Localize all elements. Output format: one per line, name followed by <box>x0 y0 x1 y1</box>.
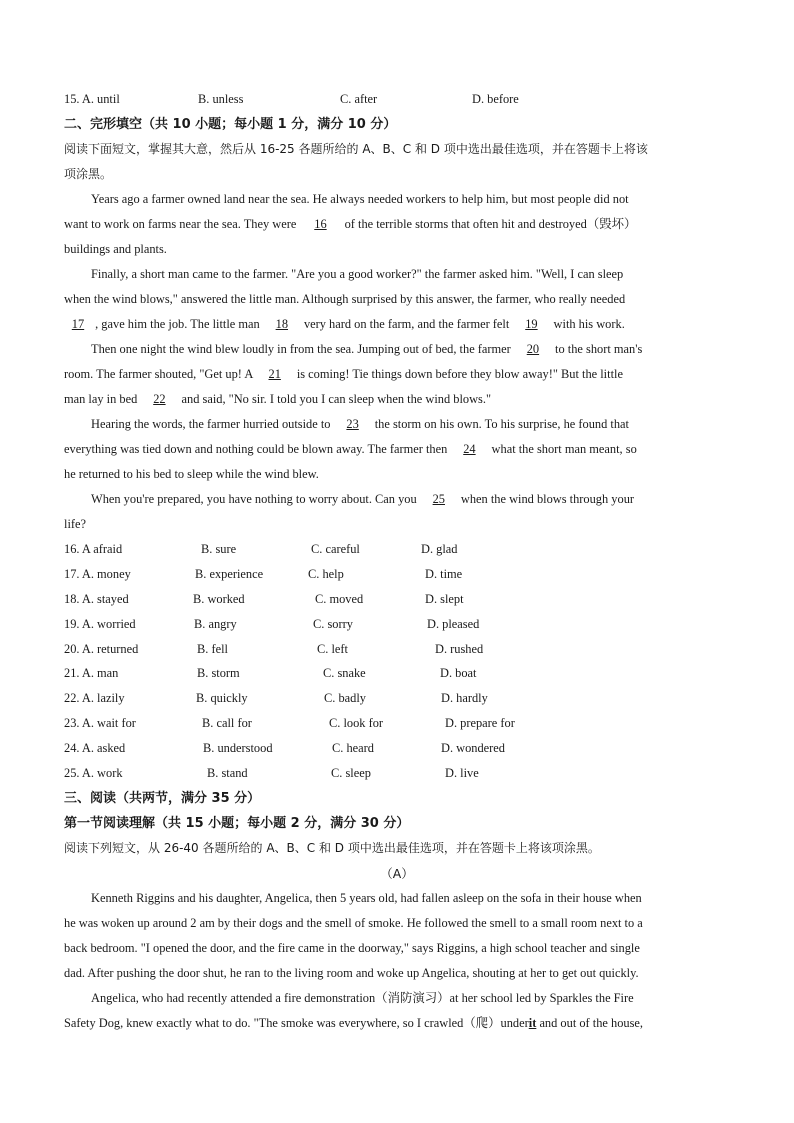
blank-20[interactable]: 20 <box>526 342 540 356</box>
q17-option-d[interactable]: D. time <box>425 567 463 581</box>
q22-option-c[interactable]: C. badly <box>324 691 366 705</box>
blank-19[interactable]: 19 <box>525 317 538 331</box>
q25-option-d[interactable]: D. live <box>445 766 479 780</box>
passage-text: Hearing the words, the farmer hurried outside to <box>91 417 331 431</box>
q21-option-b[interactable]: B. storm <box>197 666 240 680</box>
q23-option-d[interactable]: D. prepare for <box>445 716 515 730</box>
passage-p4-line2 <box>64 437 730 462</box>
q20-option-c[interactable]: C. left <box>317 642 348 656</box>
passage-p5-line1 <box>91 487 757 512</box>
blank-21[interactable]: 21 <box>268 367 281 381</box>
passage-text: , gave him the job. The little man <box>95 317 260 331</box>
q17-option-a[interactable]: 17. A. money <box>64 567 131 581</box>
q19-option-b[interactable]: B. angry <box>194 617 237 631</box>
q22-option-b[interactable]: B. quickly <box>196 691 248 705</box>
passage-text: is coming! Tie things down before they blow away!" But the little <box>296 367 623 381</box>
q17-option-c[interactable]: C. help <box>308 567 344 581</box>
q18-option-b[interactable]: B. worked <box>193 592 245 606</box>
blank-16[interactable]: 16 <box>314 217 327 231</box>
q16-option-d[interactable]: D. glad <box>421 542 458 556</box>
passage-p3-line1 <box>91 337 757 362</box>
blank-24[interactable]: 24 <box>463 442 476 456</box>
q24-option-b[interactable]: B. understood <box>203 741 273 755</box>
section3-heading: 三、阅读（共两节，满分 35 分） <box>64 791 261 806</box>
passage-p1-line1: Years ago a farmer owned land near the sea. He always needed workers to help him, but most people did not <box>91 192 629 206</box>
q23-option-c[interactable]: C. look for <box>329 716 384 730</box>
section2-instruction-line2: 项涂黑。 <box>64 167 113 181</box>
q16-option-b[interactable]: B. sure <box>201 542 237 556</box>
q20-option-b[interactable]: B. fell <box>197 642 228 656</box>
passage-p3-line2 <box>64 362 730 387</box>
passage-text: want to work on farms near the sea. They were <box>64 217 297 231</box>
q24-option-c[interactable]: C. heard <box>332 741 374 755</box>
blank-17[interactable]: 17 <box>71 317 85 331</box>
q24-option-a[interactable]: 24. A. asked <box>64 741 126 755</box>
passage-text: very hard on the farm, and the farmer felt <box>303 317 510 331</box>
q20-option-a[interactable]: 20. A. returned <box>64 642 139 656</box>
passage-text: Then one night the wind blew loudly in from the sea. Jumping out of bed, the farmer <box>91 342 511 356</box>
q22-option-d[interactable]: D. hardly <box>441 691 488 705</box>
reading-p2-line2 <box>64 1011 730 1036</box>
q16-option-c[interactable]: C. careful <box>311 542 360 556</box>
reading-text: and out of the house, <box>539 1016 644 1030</box>
q15-option-d[interactable]: D. before <box>472 92 519 106</box>
blank-18[interactable]: 18 <box>275 317 289 331</box>
blank-23[interactable]: 23 <box>346 417 359 431</box>
passage-text: everything was tied down and nothing could be blown away. The farmer then <box>64 442 448 456</box>
q25-option-b[interactable]: B. stand <box>207 766 248 780</box>
reading-text: Safety Dog, knew exactly what to do. "The smoke was everywhere, so I crawled（爬）under <box>64 1016 529 1030</box>
q20-option-d[interactable]: D. rushed <box>435 642 484 656</box>
passage-text: when the wind blows," answered the little man. Although surprised by this answer, the farmer, who really needed <box>64 292 626 306</box>
q21-option-d[interactable]: D. boat <box>440 666 477 680</box>
q23-option-a[interactable]: 23. A. wait for <box>64 716 136 730</box>
q21-option-a[interactable]: 21. A. man <box>64 666 119 680</box>
passage-text: what the short man meant, so <box>491 442 637 456</box>
passage-p2-line1: Finally, a short man came to the farmer. "Are you a good worker?" the farmer asked him. "Well, I can sleep <box>91 267 624 281</box>
reading-p1-line3: back bedroom. "I opened the door, and the fire came in the doorway," says Riggins, a high school teacher and single <box>64 941 640 955</box>
passage-p2-line3 <box>64 312 730 337</box>
q19-option-c[interactable]: C. sorry <box>313 617 353 631</box>
q24-option-d[interactable]: D. wondered <box>441 741 505 755</box>
passage-p2-line2 <box>64 287 730 312</box>
passage-text: with his work. <box>553 317 625 331</box>
reading-p1-line1: Kenneth Riggins and his daughter, Angelica, then 5 years old, had fallen asleep on the sofa in their house when <box>91 891 642 905</box>
q16-option-a[interactable]: 16. A afraid <box>64 542 123 556</box>
q17-option-b[interactable]: B. experience <box>195 567 264 581</box>
passage-a-label: （A） <box>380 866 414 881</box>
section3-instruction: 阅读下列短文，从 26-40 各题所给的 A、B、C 和 D 项中选出最佳选项，并在答题卡上将该项涂黑。 <box>64 841 600 855</box>
section2-heading: 二、完形填空（共 10 小题；每小题 1 分，满分 10 分） <box>64 117 397 132</box>
q15-option-b[interactable]: B. unless <box>198 92 244 106</box>
q25-option-c[interactable]: C. sleep <box>331 766 371 780</box>
q22-option-a[interactable]: 22. A. lazily <box>64 691 125 705</box>
passage-p3-line3 <box>64 387 730 412</box>
reading-p1-line2: he was woken up around 2 am by their dogs and the smell of smoke. He followed the smell to a small room next to a <box>64 916 643 930</box>
passage-p4-line3: he returned to his bed to sleep while the wind blew. <box>64 467 319 481</box>
blank-25[interactable]: 25 <box>432 492 445 506</box>
passage-text: of the terrible storms that often hit and destroyed（毁坏） <box>344 217 637 231</box>
q18-option-c[interactable]: C. moved <box>315 592 364 606</box>
passage-p4-line1 <box>91 412 757 437</box>
q18-option-a[interactable]: 18. A. stayed <box>64 592 129 606</box>
underlined-word-it[interactable]: it <box>528 1016 537 1030</box>
passage-p5-line2: life? <box>64 517 87 531</box>
q23-option-b[interactable]: B. call for <box>202 716 252 730</box>
passage-text: and said, "No sir. I told you I can sleep when the wind blows." <box>181 392 492 406</box>
passage-text: to the short man's <box>555 342 643 356</box>
passage-text: when the wind blows through your <box>460 492 635 506</box>
q15-option-a[interactable]: 15. A. until <box>64 92 120 106</box>
section3-subheading: 第一节阅读理解（共 15 小题；每小题 2 分，满分 30 分） <box>64 816 410 831</box>
passage-text: man lay in bed <box>64 392 138 406</box>
passage-p1-line2 <box>64 212 730 237</box>
q21-option-c[interactable]: C. snake <box>323 666 366 680</box>
q18-option-d[interactable]: D. slept <box>425 592 464 606</box>
q15-option-c[interactable]: C. after <box>340 92 378 106</box>
passage-p1-line3: buildings and plants. <box>64 242 167 256</box>
q19-option-a[interactable]: 19. A. worried <box>64 617 136 631</box>
blank-22[interactable]: 22 <box>153 392 166 406</box>
reading-p2-line1: Angelica, who had recently attended a fire demonstration（消防演习）at her school led by Sparkles the Fire <box>91 991 634 1005</box>
q25-option-a[interactable]: 25. A. work <box>64 766 123 780</box>
q19-option-d[interactable]: D. pleased <box>427 617 480 631</box>
section2-instruction-line1: 阅读下面短文，掌握其大意，然后从 16-25 各题所给的 A、B、C 和 D 项中选出最佳选项，并在答题卡上将该 <box>64 142 648 156</box>
passage-text: the storm on his own. To his surprise, he found that <box>374 417 629 431</box>
passage-text: When you're prepared, you have nothing to worry about. Can you <box>91 492 417 506</box>
passage-text: room. The farmer shouted, "Get up! A <box>64 367 253 381</box>
reading-p1-line4: dad. After pushing the door shut, he ran to the living room and woke up Angelica, shouting at her to get out quickly. <box>64 966 639 980</box>
